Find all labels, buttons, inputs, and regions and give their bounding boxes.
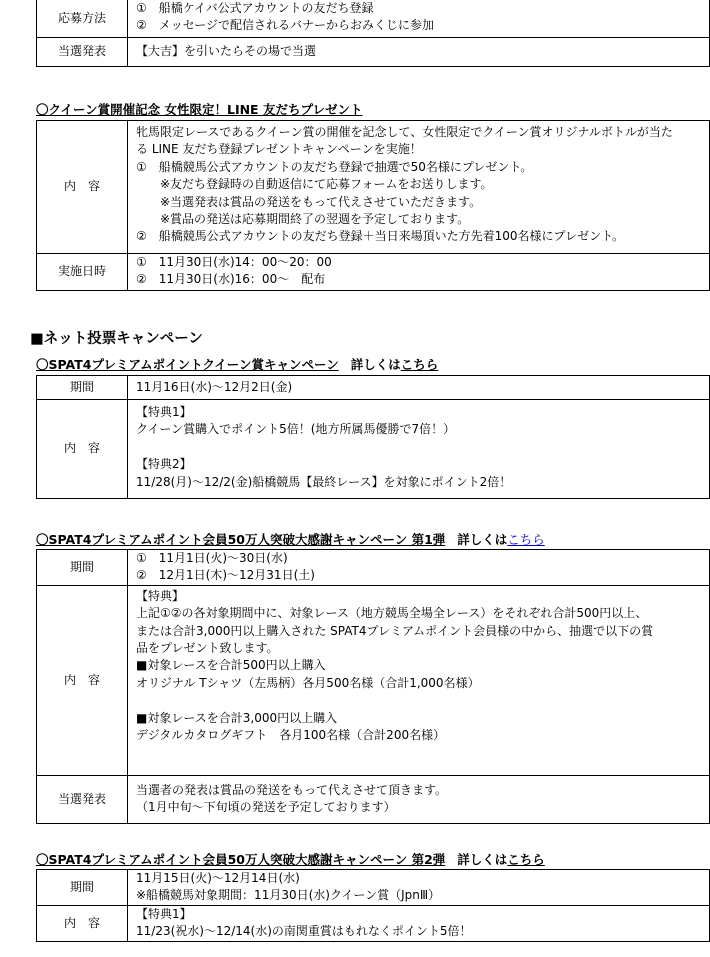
content-line: ■対象レースを合計500円以上購入 (136, 658, 326, 673)
content-line: クイーン賞購入でポイント5倍！(地方所属馬優勝で7倍！） (136, 422, 456, 437)
content-line: 【特典1】 (136, 405, 192, 419)
content-line: ② 11月30日(水)16：00～ 配布 (136, 272, 326, 287)
content-line: オリジナル Tシャツ（左馬柄）各月500名様（合計1,000名様） (136, 675, 480, 690)
content-line: 【特典1】 (136, 906, 192, 921)
row-label: 内 容 (37, 121, 128, 254)
net-section-title: ■ネット投票キャンペーン (30, 331, 203, 347)
spat-queen-heading (36, 355, 438, 373)
row-content (128, 775, 710, 823)
details-link[interactable]: こちら (507, 532, 545, 547)
details-text: 詳しくは (457, 532, 508, 547)
row-label: 期間 (37, 376, 128, 400)
content-line: 当選者の発表は賞品の発送をもって代えさせて頂きます。 (136, 782, 448, 797)
table-row (37, 775, 710, 823)
row-label: 内 容 (37, 585, 128, 775)
table-row (37, 376, 710, 400)
table-row (37, 400, 710, 499)
spat-500k-2-table (36, 869, 710, 942)
row-label: 期間 (37, 550, 128, 586)
table-row (37, 254, 710, 291)
content-line: ① 11月30日(水)14：00～20：00 (136, 255, 332, 269)
row-label: 内 容 (37, 400, 128, 499)
spat-500k-1-table (36, 549, 710, 824)
row-content (128, 905, 710, 941)
table-row (37, 585, 710, 775)
content-line: ① 船橋競馬公式アカウントの友だち登録で抽選で50名様にプレゼント。 (136, 159, 533, 174)
content-line: 【特典2】 (136, 457, 192, 472)
content-line: または合計3,000円以上購入された SPAT4プレミアムポイント会員様の中から、抽選で以下の賞 (136, 623, 654, 638)
content-line: 品をプレゼント致します。 (136, 641, 279, 656)
content-line: る LINE 友だち登録プレゼントキャンペーンを実施！ (136, 142, 422, 157)
table-row (37, 550, 710, 586)
heading-text: 〇クイーン賞開催記念 女性限定！LINE 友だちプレゼント (36, 102, 363, 117)
row-content (128, 121, 710, 254)
row-content (128, 400, 710, 499)
content-line: 【大吉】を引いたらその場で当選 (136, 44, 317, 59)
row-label: 内 容 (37, 905, 128, 941)
spat-500k-2-heading (36, 850, 545, 868)
details-link[interactable]: こちら (507, 852, 545, 867)
row-label: 実施日時 (37, 254, 128, 291)
content-line: 11/28(月)～12/2(金)船橋競馬【最終レース】を対象にポイント2倍！ (136, 474, 512, 489)
content-line: ※賞品の発送は応募期間終了の翌週を予定しております。 (160, 212, 470, 227)
row-label: 期間 (37, 870, 128, 906)
content-line: ※友だち登録時の自動返信にて応募フォームをお送りします。 (160, 177, 493, 192)
details-text: 詳しくは (350, 357, 401, 372)
top-campaign-table (36, 0, 710, 67)
content-line: 上記①②の各対象期間中に、対象レース（地方競馬全場全レース）をそれぞれ合計500円以上、 (136, 606, 648, 621)
details-text: 詳しくは (457, 852, 508, 867)
spat-queen-table (36, 375, 710, 499)
row-content (128, 585, 710, 775)
content-line: （1月中旬～下旬頃の発送を予定しております） (136, 800, 396, 815)
blank-line (136, 692, 709, 709)
row-content (128, 0, 710, 38)
table-row (37, 0, 710, 38)
row-label: 当選発表 (37, 38, 128, 67)
content-line: デジタルカタログギフト 各月100名様（合計200名様） (136, 728, 446, 743)
content-line: 11月15日(火)～12月14日(水) (136, 871, 300, 885)
row-label: 応募方法 (37, 0, 128, 38)
heading-text: 〇SPAT4プレミアムポイント会員50万人突破大感謝キャンペーン 第2弾 (36, 852, 446, 867)
content-line: ① 11月1日(火)～30日(水) (136, 551, 288, 565)
heading-text: 〇SPAT4プレミアムポイントクイーン賞キャンペーン (36, 357, 339, 372)
content-line: ② 12月1日(木)～12月31日(土) (136, 568, 315, 583)
blank-line (136, 439, 709, 456)
table-row (37, 121, 710, 254)
row-content (128, 38, 710, 67)
content-line: 11月16日(水)～12月2日(金) (136, 379, 293, 394)
details-link[interactable]: こちら (400, 357, 439, 372)
table-row (37, 870, 710, 906)
row-content (128, 254, 710, 291)
row-label: 当選発表 (37, 775, 128, 823)
content-line: 牝馬限定レースであるクイーン賞の開催を記念して、女性限定でクイーン賞オリジナルボトルが当た (136, 125, 673, 139)
content-line: ■対象レースを合計3,000円以上購入 (136, 710, 338, 725)
table-row (37, 38, 710, 67)
content-line: ※船橋競馬対象期間：11月30日(水)クイーン賞（JpnⅢ） (136, 888, 441, 903)
content-line: 11/23(祝水)～12/14(水)の南関重賞はもれなくポイント5倍！ (136, 924, 472, 939)
row-content (128, 550, 710, 586)
content-line: ② 船橋競馬公式アカウントの友だち登録＋当日来場頂いた方先着100名様にプレゼント。 (136, 229, 624, 244)
queen-line-table (36, 120, 710, 291)
content-line: ※当選発表は賞品の発送をもって代えさせていただきます。 (160, 194, 482, 209)
row-content (128, 870, 710, 906)
content-line: ① 船橋ケイバ公式アカウントの友だち登録 (136, 1, 374, 15)
row-content (128, 376, 710, 400)
spat-500k-1-heading (36, 530, 545, 548)
content-line: 【特典】 (136, 588, 185, 603)
table-row (37, 905, 710, 941)
content-line: ② メッセージで配信されるバナーからおみくじに参加 (136, 18, 435, 33)
heading-text: 〇SPAT4プレミアムポイント会員50万人突破大感謝キャンペーン 第1弾 (36, 532, 446, 547)
queen-line-heading (36, 100, 362, 118)
